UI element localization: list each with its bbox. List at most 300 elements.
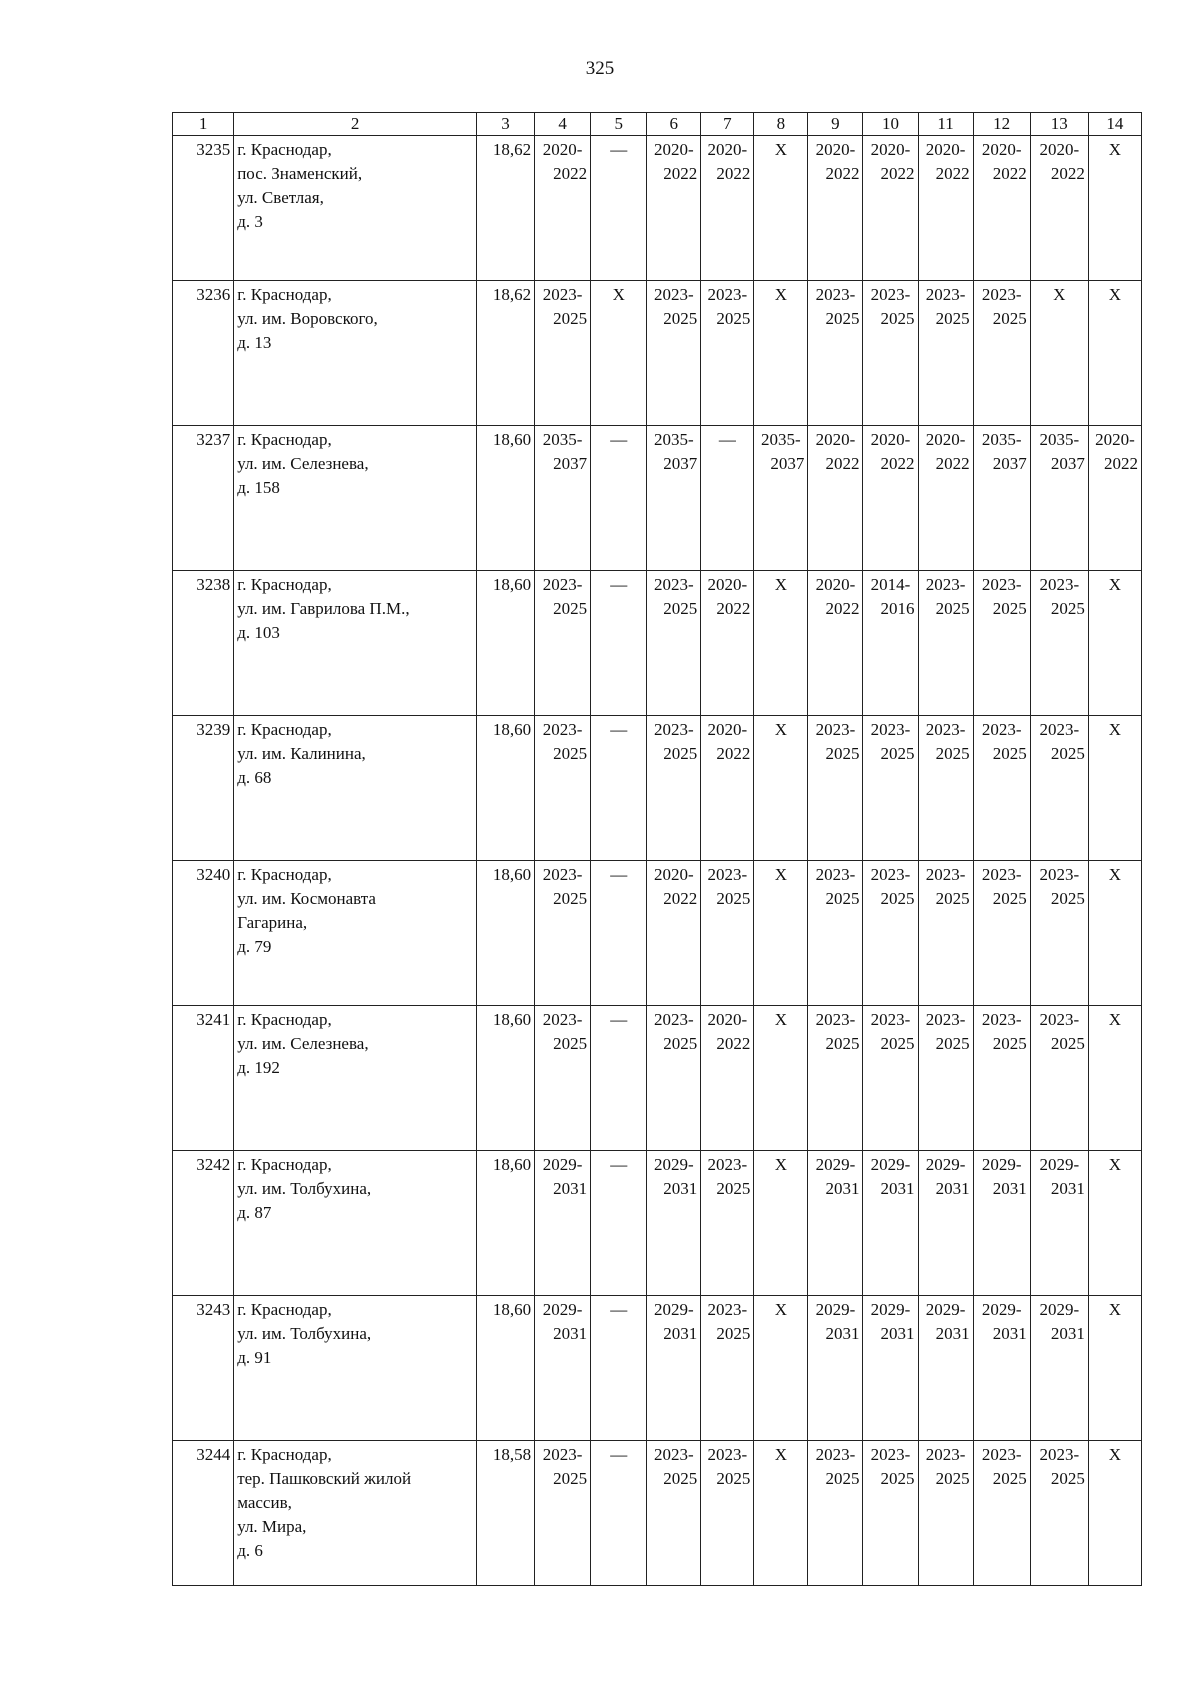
year-range-part: 2023-: [925, 865, 966, 884]
table-row: [173, 1441, 1142, 1586]
row-number: 3235: [173, 136, 234, 281]
value-cell-col4: [535, 1006, 591, 1151]
cell-mark: X: [612, 285, 625, 304]
row-number: 3242: [173, 1151, 234, 1296]
year-range-part: 2031: [825, 1179, 860, 1198]
value-cell-col4: [535, 716, 591, 861]
value-cell-col11: [918, 136, 973, 281]
value-cell-col13: [1030, 136, 1088, 281]
year-range-part: 2023-: [707, 1155, 748, 1174]
table-row: [173, 1296, 1142, 1441]
value-cell-col9: [808, 1441, 863, 1586]
year-range-part: 2020-: [542, 140, 583, 159]
value-cell-col8: [754, 136, 808, 281]
value-cell-col10: [863, 281, 918, 426]
address-cell: [234, 571, 477, 716]
value-cell-col8: [754, 1006, 808, 1151]
year-range-part: 2023-: [542, 865, 583, 884]
year-range-part: 2025: [663, 1034, 698, 1053]
cell-mark: X: [1108, 1445, 1122, 1464]
year-range-part: 2025: [716, 1324, 751, 1343]
year-range-part: 2035-: [981, 430, 1022, 449]
address-line: г. Краснодар,: [237, 720, 332, 739]
address-line: д. 103: [237, 623, 280, 642]
table-row: [173, 1006, 1142, 1151]
year-range-part: 2020-: [815, 430, 856, 449]
year-range-part: 2023-: [815, 1445, 856, 1464]
column-header-4: 4: [535, 113, 591, 136]
table-row: [173, 716, 1142, 861]
value-cell-col11: [918, 716, 973, 861]
value-cell-col6: [647, 136, 701, 281]
year-range-part: 2022: [825, 599, 860, 618]
year-range-part: 2025: [992, 599, 1027, 618]
value-cell-col12: [973, 716, 1030, 861]
cell-mark: X: [1108, 285, 1122, 304]
year-range-part: 2022: [553, 164, 588, 183]
table-row: [173, 281, 1142, 426]
cell-mark: X: [774, 1155, 787, 1174]
value-cell-col3: 18,60: [476, 716, 534, 861]
year-range-part: 2031: [935, 1179, 970, 1198]
year-range-part: 2031: [553, 1179, 588, 1198]
year-range-part: 2023-: [925, 285, 966, 304]
cell-mark: —: [610, 430, 628, 449]
year-range-part: 2025: [663, 599, 698, 618]
year-range-part: 2022: [825, 454, 860, 473]
year-range-part: 2025: [553, 309, 588, 328]
value-cell-col11: [918, 426, 973, 571]
cell-mark: X: [774, 575, 787, 594]
year-range-part: 2025: [825, 1469, 860, 1488]
year-range-part: 2029-: [815, 1300, 856, 1319]
address-cell: [234, 1296, 477, 1441]
address-cell: [234, 281, 477, 426]
cell-mark: X: [774, 865, 787, 884]
address-line: ул. им. Калинина,: [237, 744, 366, 763]
cell-mark: —: [610, 1445, 628, 1464]
year-range-part: 2025: [716, 1469, 751, 1488]
value-cell-col13: [1030, 716, 1088, 861]
address-line: г. Краснодар,: [237, 865, 332, 884]
cell-mark: X: [1053, 285, 1066, 304]
column-header-7: 7: [701, 113, 754, 136]
year-range-part: 2020-: [925, 430, 966, 449]
column-header-6: 6: [647, 113, 701, 136]
value-cell-col5: [591, 861, 647, 1006]
year-range-part: 2020-: [925, 140, 966, 159]
value-cell-col3: 18,62: [476, 281, 534, 426]
address-line: ул. им. Толбухина,: [237, 1179, 372, 1198]
year-range-part: 2020-: [707, 140, 748, 159]
value-cell-col12: [973, 136, 1030, 281]
value-cell-col12: [973, 861, 1030, 1006]
year-range-part: 2023-: [707, 1300, 748, 1319]
year-range-part: 2023-: [707, 865, 748, 884]
value-cell-col7: [701, 861, 754, 1006]
year-range-part: 2025: [825, 889, 860, 908]
value-cell-col6: [647, 571, 701, 716]
year-range-part: 2014-: [870, 575, 911, 594]
year-range-part: 2023-: [707, 1445, 748, 1464]
row-number: 3239: [173, 716, 234, 861]
value-cell-col10: [863, 136, 918, 281]
year-range-part: 2025: [935, 1469, 970, 1488]
cell-mark: —: [610, 1300, 628, 1319]
year-range-part: 2029-: [815, 1155, 856, 1174]
value-cell-col10: [863, 426, 918, 571]
year-range-part: 2025: [880, 309, 915, 328]
year-range-part: 2029-: [542, 1300, 583, 1319]
row-number: 3240: [173, 861, 234, 1006]
year-range-part: 2022: [1104, 454, 1138, 473]
column-header-13: 13: [1030, 113, 1088, 136]
year-range-part: 2025: [935, 1034, 970, 1053]
value-cell-col14: [1088, 861, 1141, 1006]
column-header-12: 12: [973, 113, 1030, 136]
year-range-part: 2031: [992, 1179, 1027, 1198]
year-range-part: 2022: [716, 744, 751, 763]
address-line: г. Краснодар,: [237, 1300, 332, 1319]
year-range-part: 2023-: [981, 865, 1022, 884]
year-range-part: 2029-: [653, 1300, 694, 1319]
value-cell-col9: [808, 1151, 863, 1296]
cell-mark: —: [718, 430, 736, 449]
value-cell-col10: [863, 1006, 918, 1151]
year-range-part: 2037: [770, 454, 805, 473]
value-cell-col11: [918, 1441, 973, 1586]
year-range-part: 2025: [1050, 744, 1085, 763]
value-cell-col13: [1030, 1296, 1088, 1441]
year-range-part: 2031: [663, 1324, 698, 1343]
address-line: г. Краснодар,: [237, 285, 332, 304]
address-line: ул. им. Космонавта: [237, 889, 376, 908]
year-range-part: 2022: [716, 164, 751, 183]
year-range-part: 2022: [880, 454, 915, 473]
address-cell: [234, 861, 477, 1006]
year-range-part: 2025: [553, 1469, 588, 1488]
year-range-part: 2023-: [981, 575, 1022, 594]
column-number-row: [173, 113, 1142, 136]
year-range-part: 2023-: [542, 1445, 583, 1464]
value-cell-col10: [863, 716, 918, 861]
address-line: г. Краснодар,: [237, 1155, 332, 1174]
value-cell-col10: [863, 861, 918, 1006]
address-line: д. 87: [237, 1203, 272, 1222]
value-cell-col7: [701, 1296, 754, 1441]
year-range-part: 2020-: [653, 865, 694, 884]
value-cell-col6: [647, 1296, 701, 1441]
year-range-part: 2029-: [925, 1300, 966, 1319]
address-line: д. 91: [237, 1348, 272, 1367]
year-range-part: 2025: [716, 889, 751, 908]
year-range-part: 2025: [553, 599, 588, 618]
year-range-part: 2029-: [653, 1155, 694, 1174]
address-line: ул. им. Воровского,: [237, 309, 378, 328]
address-line: ул. Светлая,: [237, 188, 324, 207]
year-range-part: 2025: [1050, 889, 1085, 908]
row-number: 3244: [173, 1441, 234, 1586]
value-cell-col5: [591, 281, 647, 426]
value-cell-col13: [1030, 426, 1088, 571]
address-line: г. Краснодар,: [237, 575, 332, 594]
year-range-part: 2023-: [815, 720, 856, 739]
year-range-part: 2023-: [542, 575, 583, 594]
value-cell-col14: [1088, 571, 1141, 716]
year-range-part: 2031: [935, 1324, 970, 1343]
value-cell-col6: [647, 716, 701, 861]
address-cell: [234, 716, 477, 861]
value-cell-col9: [808, 426, 863, 571]
value-cell-col9: [808, 716, 863, 861]
table-row: [173, 861, 1142, 1006]
cell-mark: X: [1108, 575, 1122, 594]
year-range-part: 2023-: [653, 575, 694, 594]
year-range-part: 2025: [992, 744, 1027, 763]
address-line: г. Краснодар,: [237, 1010, 332, 1029]
table-row: [173, 136, 1142, 281]
address-line: г. Краснодар,: [237, 430, 332, 449]
cell-mark: —: [610, 865, 628, 884]
value-cell-col12: [973, 1296, 1030, 1441]
table-row: [173, 426, 1142, 571]
year-range-part: 2029-: [1039, 1300, 1080, 1319]
year-range-part: 2023-: [1039, 865, 1080, 884]
value-cell-col9: [808, 136, 863, 281]
value-cell-col4: [535, 1441, 591, 1586]
value-cell-col6: [647, 426, 701, 571]
year-range-part: 2035-: [653, 430, 694, 449]
year-range-part: 2037: [992, 454, 1027, 473]
value-cell-col9: [808, 571, 863, 716]
year-range-part: 2029-: [542, 1155, 583, 1174]
year-range-part: 2035-: [761, 430, 801, 449]
year-range-part: 2031: [880, 1179, 915, 1198]
year-range-part: 2025: [935, 599, 970, 618]
year-range-part: 2022: [663, 164, 698, 183]
address-line: массив,: [237, 1493, 292, 1512]
year-range-part: 2031: [992, 1324, 1027, 1343]
year-range-part: 2022: [880, 164, 915, 183]
column-header-8: 8: [754, 113, 808, 136]
column-header-1: 1: [173, 113, 234, 136]
year-range-part: 2031: [553, 1324, 588, 1343]
year-range-part: 2029-: [925, 1155, 966, 1174]
year-range-part: 2031: [1050, 1324, 1085, 1343]
value-cell-col4: [535, 1151, 591, 1296]
year-range-part: 2022: [1050, 164, 1085, 183]
year-range-part: 2020-: [1039, 140, 1080, 159]
address-line: д. 13: [237, 333, 272, 352]
address-line: ул. Мира,: [237, 1517, 307, 1536]
cell-mark: X: [1108, 720, 1122, 739]
value-cell-col3: 18,60: [476, 571, 534, 716]
value-cell-col12: [973, 1151, 1030, 1296]
column-header-5: 5: [591, 113, 647, 136]
cell-mark: —: [610, 1010, 628, 1029]
value-cell-col5: [591, 426, 647, 571]
value-cell-col8: [754, 861, 808, 1006]
value-cell-col7: [701, 281, 754, 426]
value-cell-col11: [918, 281, 973, 426]
year-range-part: 2025: [935, 889, 970, 908]
year-range-part: 2023-: [870, 1010, 911, 1029]
column-header-9: 9: [808, 113, 863, 136]
year-range-part: 2023-: [542, 1010, 583, 1029]
year-range-part: 2020-: [707, 575, 748, 594]
value-cell-col5: [591, 571, 647, 716]
value-cell-col14: [1088, 1151, 1141, 1296]
year-range-part: 2025: [825, 309, 860, 328]
address-cell: [234, 1441, 477, 1586]
address-line: д. 158: [237, 478, 280, 497]
cell-mark: —: [610, 720, 628, 739]
value-cell-col10: [863, 1441, 918, 1586]
year-range-part: 2037: [553, 454, 588, 473]
value-cell-col3: 18,60: [476, 1151, 534, 1296]
year-range-part: 2023-: [925, 575, 966, 594]
value-cell-col11: [918, 1151, 973, 1296]
year-range-part: 2025: [553, 744, 588, 763]
address-line: г. Краснодар,: [237, 1445, 332, 1464]
year-range-part: 2020-: [653, 140, 694, 159]
value-cell-col9: [808, 861, 863, 1006]
year-range-part: 2023-: [981, 1010, 1022, 1029]
year-range-part: 2031: [1050, 1179, 1085, 1198]
year-range-part: 2025: [663, 1469, 698, 1488]
address-line: Гагарина,: [237, 913, 308, 932]
address-line: ул. им. Толбухина,: [237, 1324, 372, 1343]
value-cell-col5: [591, 1441, 647, 1586]
value-cell-col13: [1030, 861, 1088, 1006]
column-header-2: 2: [234, 113, 477, 136]
value-cell-col11: [918, 861, 973, 1006]
year-range-part: 2023-: [653, 1010, 694, 1029]
year-range-part: 2023-: [653, 285, 694, 304]
value-cell-col13: [1030, 281, 1088, 426]
year-range-part: 2025: [880, 889, 915, 908]
address-line: д. 79: [237, 937, 272, 956]
year-range-part: 2025: [825, 1034, 860, 1053]
year-range-part: 2022: [716, 599, 751, 618]
cell-mark: —: [610, 1155, 628, 1174]
column-header-3: 3: [476, 113, 534, 136]
value-cell-col14: [1088, 1441, 1141, 1586]
value-cell-col4: [535, 861, 591, 1006]
year-range-part: 2031: [663, 1179, 698, 1198]
value-cell-col13: [1030, 1006, 1088, 1151]
cell-mark: X: [774, 1010, 787, 1029]
year-range-part: 2037: [1050, 454, 1085, 473]
year-range-part: 2020-: [1095, 430, 1135, 449]
year-range-part: 2022: [935, 164, 970, 183]
year-range-part: 2025: [935, 309, 970, 328]
address-line: д. 68: [237, 768, 272, 787]
address-line: пос. Знаменский,: [237, 164, 363, 183]
year-range-part: 2023-: [870, 1445, 911, 1464]
value-cell-col7: [701, 136, 754, 281]
year-range-part: 2023-: [981, 720, 1022, 739]
year-range-part: 2023-: [981, 285, 1022, 304]
value-cell-col6: [647, 1151, 701, 1296]
address-line: г. Краснодар,: [237, 140, 332, 159]
year-range-part: 2020-: [815, 140, 856, 159]
value-cell-col8: [754, 1296, 808, 1441]
year-range-part: 2029-: [870, 1155, 911, 1174]
year-range-part: 2035-: [1039, 430, 1080, 449]
year-range-part: 2025: [1050, 1469, 1085, 1488]
value-cell-col8: [754, 1441, 808, 1586]
year-range-part: 2020-: [981, 140, 1022, 159]
address-line: ул. им. Селезнева,: [237, 454, 369, 473]
value-cell-col10: [863, 1296, 918, 1441]
value-cell-col4: [535, 426, 591, 571]
value-cell-col5: [591, 1151, 647, 1296]
year-range-part: 2023-: [870, 285, 911, 304]
year-range-part: 2016: [880, 599, 915, 618]
value-cell-col14: [1088, 1006, 1141, 1151]
value-cell-col13: [1030, 1441, 1088, 1586]
year-range-part: 2023-: [925, 1445, 966, 1464]
address-line: д. 3: [237, 212, 263, 231]
year-range-part: 2023-: [815, 865, 856, 884]
year-range-part: 2025: [716, 309, 751, 328]
row-number: 3243: [173, 1296, 234, 1441]
column-header-14: 14: [1088, 113, 1141, 136]
year-range-part: 2025: [935, 744, 970, 763]
year-range-part: 2029-: [1039, 1155, 1080, 1174]
value-cell-col6: [647, 861, 701, 1006]
value-cell-col14: [1088, 716, 1141, 861]
cell-mark: X: [1108, 1155, 1122, 1174]
year-range-part: 2023-: [870, 865, 911, 884]
year-range-part: 2025: [663, 744, 698, 763]
value-cell-col7: [701, 426, 754, 571]
row-number: 3236: [173, 281, 234, 426]
cell-mark: X: [1108, 140, 1122, 159]
year-range-part: 2025: [716, 1179, 751, 1198]
row-number: 3241: [173, 1006, 234, 1151]
value-cell-col3: 18,60: [476, 861, 534, 1006]
value-cell-col8: [754, 571, 808, 716]
value-cell-col12: [973, 1441, 1030, 1586]
value-cell-col12: [973, 426, 1030, 571]
address-line: д. 192: [237, 1058, 280, 1077]
year-range-part: 2023-: [653, 720, 694, 739]
year-range-part: 2023-: [815, 1010, 856, 1029]
year-range-part: 2025: [880, 744, 915, 763]
cell-mark: X: [1108, 865, 1122, 884]
value-cell-col8: [754, 1151, 808, 1296]
cell-mark: X: [1108, 1010, 1122, 1029]
value-cell-col5: [591, 136, 647, 281]
year-range-part: 2023-: [1039, 575, 1080, 594]
year-range-part: 2025: [663, 309, 698, 328]
value-cell-col12: [973, 1006, 1030, 1151]
value-cell-col5: [591, 1006, 647, 1151]
year-range-part: 2023-: [1039, 1010, 1080, 1029]
value-cell-col6: [647, 281, 701, 426]
year-range-part: 2023-: [925, 720, 966, 739]
year-range-part: 2023-: [870, 720, 911, 739]
year-range-part: 2029-: [870, 1300, 911, 1319]
value-cell-col12: [973, 571, 1030, 716]
value-cell-col9: [808, 1296, 863, 1441]
cell-mark: X: [1108, 1300, 1122, 1319]
column-header-10: 10: [863, 113, 918, 136]
value-cell-col5: [591, 1296, 647, 1441]
value-cell-col7: [701, 1151, 754, 1296]
